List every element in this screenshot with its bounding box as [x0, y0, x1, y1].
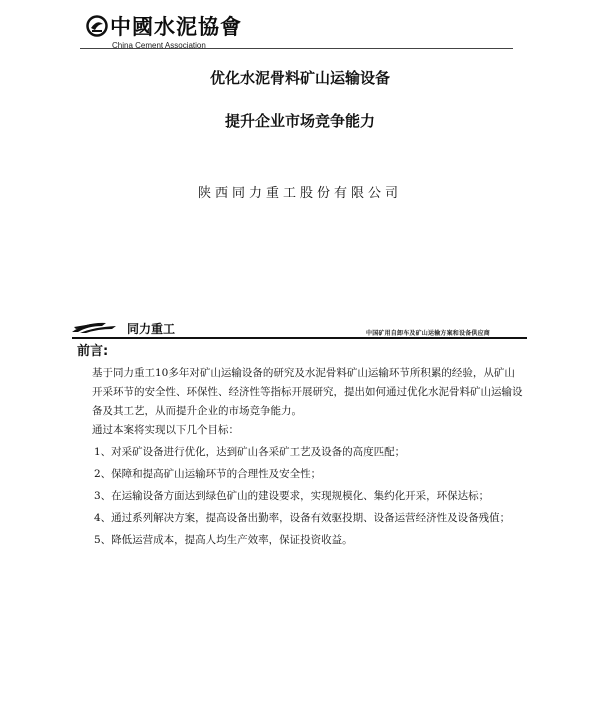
company-swoosh-icon	[72, 320, 120, 334]
title-line-2: 提升企业市场竞争能力	[224, 112, 375, 130]
company-name: 陕西同力重工股份有限公司	[197, 186, 402, 201]
preface-body	[92, 364, 524, 550]
goal-item-5: 5、降低运营成本，提高人均生产效率，保证投资收益。	[94, 534, 353, 546]
preface-title: 前言:	[77, 344, 109, 359]
association-name-en: China Cement Association	[112, 41, 206, 50]
goal-item-2: 2、保障和提高矿山运输环节的合理性及安全性；	[94, 468, 322, 480]
header-divider	[80, 48, 513, 49]
company-logo	[72, 320, 192, 336]
company-logo-text: 同力重工	[127, 322, 176, 336]
goal-item-4: 4、通过系列解决方案，提高设备出勤率，设备有效驱投期、设备运营经济性及设备残值；	[94, 512, 511, 524]
preface-intro: 通过本案将实现以下几个目标：	[92, 424, 239, 436]
preface-paragraph: 基于同力重工10多年对矿山运输设备的研究及水泥骨料矿山运输环节所积累的经验，从矿山开采环节的安全性、环保性、经济性等指标开展研究，提出如何通过优化水泥骨料矿山运输设备及其工艺，从而提升企业的市场竞争能力。	[92, 367, 523, 417]
association-name-zh: 中國水泥協會	[110, 14, 242, 39]
goal-item-1: 1、对采矿设备进行优化，达到矿山各采矿工艺及设备的高度匹配；	[94, 446, 406, 458]
association-logo	[86, 11, 406, 51]
company-slogan: 中国矿用自卸车及矿山运输方案和设备供应商	[366, 330, 491, 337]
association-emblem-icon	[86, 15, 108, 37]
section-divider	[72, 337, 527, 339]
goal-item-3: 3、在运输设备方面达到绿色矿山的建设要求，实现规模化、集约化开采，环保达标；	[94, 490, 490, 502]
title-line-1: 优化水泥骨料矿山运输设备	[209, 69, 390, 87]
